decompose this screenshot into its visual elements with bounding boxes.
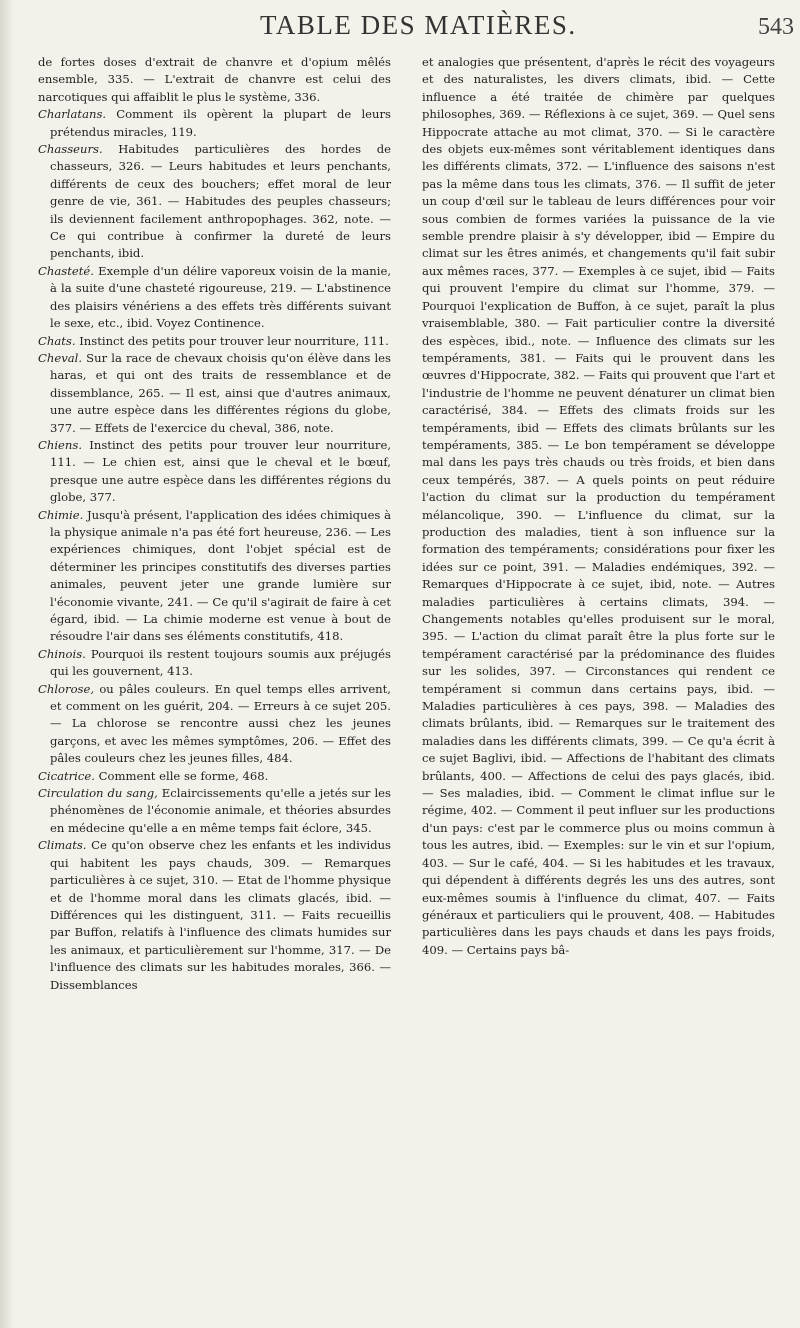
entry-heading: Chats. xyxy=(38,333,76,348)
entry-text: ou pâles couleurs. En quel temps elles arrivent, et comment on les guérit, 204. — Erreurs à ce sujet 205. — La chlorose se rencontre aussi chez les jeunes garçons, et avec les mêmes symptômes, 206. — Effet des pâles couleurs chez les jeunes filles, 484. xyxy=(50,681,391,766)
index-entry xyxy=(38,141,391,263)
running-title: TABLE DES MATIÈRES. xyxy=(260,10,577,40)
entry-heading: Chiens. xyxy=(38,437,83,452)
index-entry xyxy=(38,333,391,350)
entry-text: Jusqu'à présent, l'application des idées chimiques à la physique animale n'a pas été fort heureuse, 236. — Les expériences chimiques, dont l'objet spécial est de déterminer les principes constitutifs des diverses parties animales, peuvent jeter une grande lumière sur l'économie vivante, 241. — Ce qu'il s'agirait de faire à cet égard, ibid. — La chimie moderne est venue à bout de résoudre l'air dans ses éléments constitutifs, 418. xyxy=(50,507,391,644)
index-entry xyxy=(38,768,391,785)
entry-heading: Chinois. xyxy=(38,646,86,661)
entry-text: de fortes doses d'extrait de chanvre et d'opium mêlés ensemble, 335. — L'extrait de chanvre est celui des narcotiques qui affaiblit le plus le système, 336. xyxy=(38,55,391,104)
entry-text: Instinct des petits pour trouver leur nourriture, 111. — Le chien est, ainsi que le cheval et le bœuf, presque une autre espèce dans les différentes régions du globe, 377. xyxy=(50,437,391,505)
entry-heading: Cheval. xyxy=(38,350,83,365)
entry-text: Ce qu'on observe chez les enfants et les individus qui habitent les pays chauds, 309. — Remarques particulières à ce sujet, 310. — Etat de l'homme physique et de l'homme moral dans les climats glacés, ibid. — Différences qui les distinguent, 311. — Faits recueillis par Buffon, relatifs à l'influence des climats humides sur les animaux, et particulièrement sur l'homme, 317. — De l'influence des climats sur les habitudes morales, 366. — Dissemblances xyxy=(50,838,391,992)
entry-text: Comment elle se forme, 468. xyxy=(94,768,269,783)
entry-text: et analogies que présentent, d'après le récit des voyageurs et des naturalistes, les divers climats, ibid. — Cette influence a été traitée de chimère par quelques philosophes, 369. — Réflexions à ce sujet, 369. — Quel sens Hippocrate attache au mot climat, 370. — Si le caractère des objets eux-mêmes sont véritablement identiques dans les différents climats, 372. — L'influence des saisons n'est pas la même dans tous les climats, 376. — Il suffit de jeter un coup d'œil sur le tableau de leurs différences pour voir sous combien de formes variées la puissance de la vie semble prendre plaisir à s'y développer, ibid — Empire du climat sur les êtres animés, et changements qu'il fait subir aux mêmes races, 377. — Exemples à ce sujet, ibid — Faits qui prouvent l'empire du climat sur l'homme, 379. — Pourquoi l'explication de Buffon, à ce sujet, paraît la plus vraisemblable, 380. — Fait particulier contre la diversité des espèces, ibid., note. — Influence des climats sur les tempéraments, 381. — Faits qui le prouvent dans les œuvres d'Hippocrate, 382. — Faits qui prouvent que l'art et l'industrie de l'homme ne peuvent dénaturer un climat bien caractérisé, 384. — Effets des climats froids sur les tempéraments, ibid — Effets des climats brûlants sur les tempéraments, 385. — Le bon tempérament se développe mal dans les pays très chauds ou très froids, et bien dans ceux tempérés, 387. — A quels points on peut réduire l'action du climat sur la production du tempérament mélancolique, 390. — L'influence du climat, sur la production des maladies, tient à son influence sur la formation des tempéraments; considérations pour fixer les idées sur ce point, 391. — Maladies endémiques, 392. — Remarques d'Hippocrate à ce sujet, ibid, note. — Autres maladies particulières à certains climats, 394. — Changements notables qu'elles produisent sur le moral, 395. — L'action du climat paraît être la plus forte sur le tempérament caractérisé par la prédominance des fluides sur les solides, 397. — Circonstances qui rendent ce tempérament si commun dans certains pays, ibid. — Maladies particulières à ces pays, 398. — Maladies des climats brûlants, ibid. — Remarques sur le traitement des maladies dans les différents climats, 399. — Ce qu'a écrit à ce sujet Baglivi, ibid. — Affections de l'habitant des climats brûlants, 400. — Affections de celui des pays glacés, ibid. — Ses maladies, ibid. — Comment le climat influe sur le régime, 402. — Comment il peut influer sur les productions d'un pays: c'est par le commerce plus ou moins commun à tous les autres, ibid. — Exemples: sur le vin et sur l'opium, 403. — Sur le café, 404. — Si les habitudes et les travaux, qui dépendent à différents degrés les uns des autres, sont eux-mêmes soumis à l'influence du climat, 407. — Faits généraux et particuliers qui le prouvent, 408. — Habitudes particulières dans les pays chauds et dans les pays froids, 409. — Certains pays bâ- xyxy=(422,55,775,957)
entry-heading: Chimie. xyxy=(38,507,84,522)
entry-text: Eclaircissements qu'elle a jetés sur les phénomènes de l'économie animale, et théories absurdes en médecine qu'elle a en même temps fait éclore, 345. xyxy=(50,786,391,835)
entry-text: Exemple d'un délire vaporeux voisin de la manie, à la suite d'une chasteté rigoureuse, 219. — L'abstinence des plaisirs vénériens a des effets très différents suivant le sexe, etc., ibid. Voyez Continence. xyxy=(50,263,391,331)
index-entry-continuation xyxy=(422,54,775,959)
index-entry xyxy=(38,437,391,507)
entry-heading: Charlatans. xyxy=(38,107,107,122)
entry-text: Comment ils opèrent la plupart de leurs prétendus miracles, 119. xyxy=(50,107,391,139)
entry-text: Instinct des petits pour trouver leur nourriture, 111. xyxy=(75,333,389,348)
index-entry xyxy=(38,837,391,994)
page-spine-shadow xyxy=(0,0,14,1328)
index-entry xyxy=(38,106,391,141)
right-column xyxy=(422,54,775,959)
index-entry xyxy=(38,350,391,437)
page-number: 543 xyxy=(758,14,794,40)
index-entry xyxy=(38,507,391,646)
index-entry xyxy=(38,646,391,681)
index-entry xyxy=(38,681,391,768)
left-column xyxy=(38,54,391,994)
index-entry xyxy=(38,785,391,837)
entry-text: Habitudes particulières des hordes de chasseurs, 326. — Leurs habitudes et leurs penchants, différents de ceux des bouchers; effet moral de leur genre de vie, 361. — Habitudes des peuples chasseurs; ils deviennent facilement anthropophages. 362, note. — Ce qui contribue à confirmer la dureté de leurs penchants, ibid. xyxy=(50,142,391,261)
entry-heading: Climats. xyxy=(38,838,87,853)
index-entry-continuation xyxy=(38,54,391,106)
entry-heading: Circulation du sang, xyxy=(38,786,158,801)
entry-heading: Chasteté. xyxy=(38,263,94,278)
entry-text: Sur la race de chevaux choisis qu'on élève dans les haras, et qui ont des traits de ressemblance et de dissemblance, 265. — Il est, ainsi que d'autres animaux, une autre espèce dans les différentes régions du globe, 377. — Effets de l'exercice du cheval, 386, note. xyxy=(50,350,391,435)
index-entry xyxy=(38,263,391,333)
entry-heading: Chasseurs. xyxy=(38,142,103,157)
page-header xyxy=(0,8,800,48)
entry-heading: Chlorose, xyxy=(38,681,95,696)
entry-heading: Cicatrice. xyxy=(38,768,95,783)
entry-text: Pourquoi ils restent toujours soumis aux préjugés qui les gouvernent, 413. xyxy=(50,646,391,679)
